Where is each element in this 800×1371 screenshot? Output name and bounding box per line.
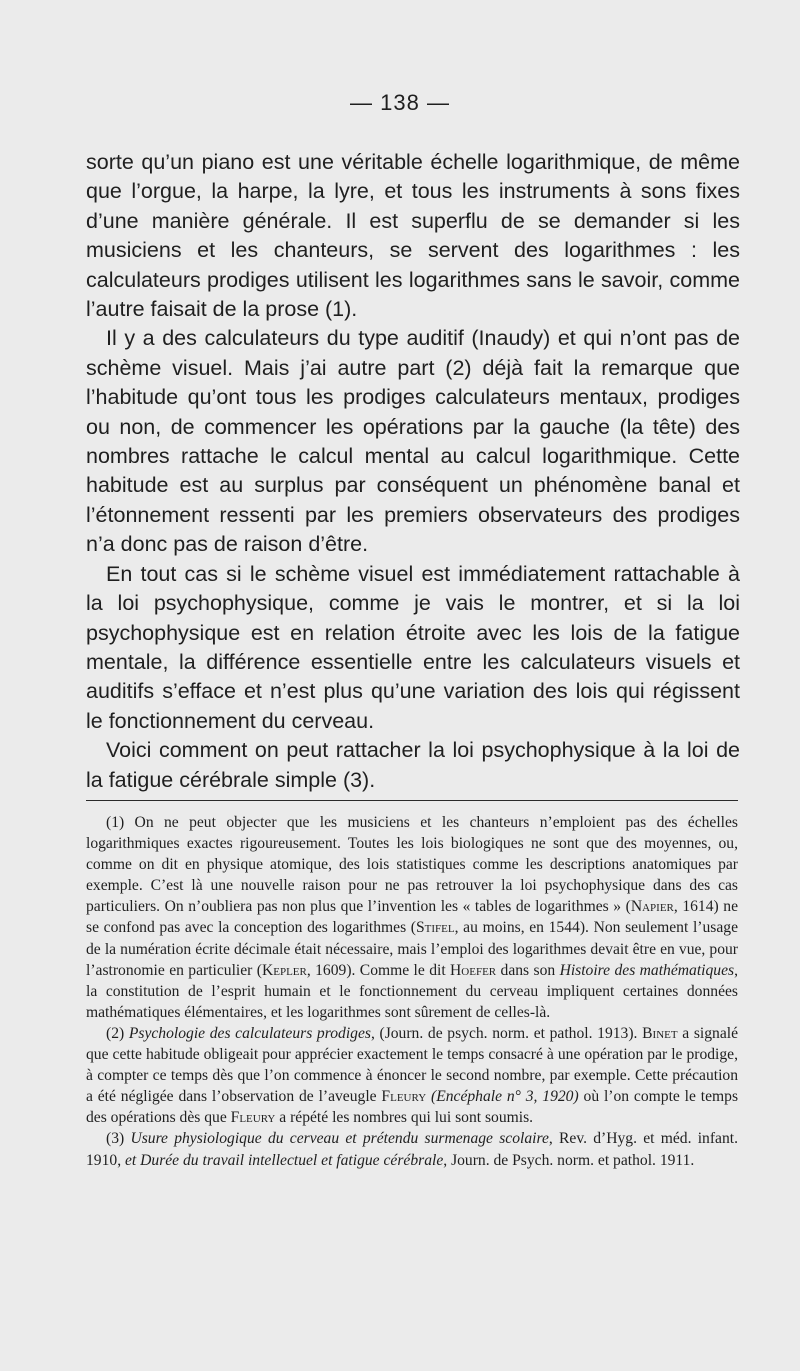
paragraph-1: sorte qu’un piano est une véritable échelle logarithmique, de même que l’orgue, la harpe, la lyre, et tous les instruments à sons fixes d’une manière générale. Il est superflu de se demander si les musiciens et les chanteurs, se servent des logarithmes : les calculateurs prodiges utilisent les logarithmes sans le savoir, comme l’autre faisait de la prose (1). [86,150,740,322]
author-name: Fleury [230,1109,276,1127]
footnote-separator [86,800,738,801]
author-name: Stifel [416,919,455,937]
main-text [86,148,740,795]
author-name: Binet [642,1024,678,1042]
footnote-text: , 1609). Comme le dit [306,961,451,979]
page-number: — 138 — [350,90,450,115]
footnote-text: a répété les nombres qui lui sont soumis. [275,1109,534,1127]
book-title: Histoire des mathématiques [559,961,735,979]
footnote-text: , Journ. de Psych. norm. et pathol. 1911. [443,1151,695,1169]
footnote-marker: (2) [106,1024,129,1042]
journal-reference: (Encéphale n° 3, 1920) [431,1088,579,1106]
footnotes [86,812,738,1171]
footnote-text: , Rev. d’Hyg. et méd. infant. 1910, [86,1130,738,1169]
author-name: Kepler [261,961,307,979]
footnote-marker: (3) [106,1130,131,1148]
author-name: Hoefer [450,961,497,979]
footnote-3 [86,1128,738,1170]
footnote-text: a signalé que cette habitude obligeait pour apprécier exactement le temps consacré à une opération par le prodige, à compter ce temps dès que l’on commence à énoncer le second nombre, par exemple. Cette précaution a été négligée dans l’observation de l’aveugle [86,1024,738,1106]
article-title: Usure physiologique du cerveau et prétendu surmenage scolaire [130,1130,549,1148]
paragraph-2: Il y a des calculateurs du type auditif (Inaudy) et qui n’ont pas de schème visuel. Mais j’ai autre part (2) déjà fait la remarque que l’habitude qu’ont tous les prodiges calculateurs mentaux, prodiges ou non, de commencer les opérations par la gauche (la tête) des nombres rattache le calcul mental au calcul logarithmique. Cette habitude est au surplus par conséquent un phénomène banal et l’étonnement ressenti par les premiers observateurs des prodiges n’a donc pas de raison d’être. [86,326,740,557]
author-name: Fleury [381,1088,427,1106]
article-title: et Durée du travail intellectuel et fatigue cérébrale [124,1151,444,1169]
article-title: Psychologie des calculateurs prodiges [128,1024,371,1042]
footnote-text: (1) On ne peut objecter que les musiciens et les chanteurs n’emploient pas des échelles logarithmiques exactes rigoureusement. Toutes les lois biologiques ne sont que des moyennes, ou, comme on dit en physique atomique, des lois statistiques comme les descriptions anatomiques par exemple. C’est là une nouvelle raison pour ne pas retrouver la loi psychophysique dans des cas particuliers. On n’oubliera pas non plus que l’invention les « tables de logarithmes » ( [86,814,738,916]
footnote-text: , au moins, en 1544). Non seulement l’usage de la numération écrite décimale était nécessaire, mais l’emploi des logarithmes devait être en vue, pour l’astronomie en particulier ( [86,919,738,979]
footnote-text: , 1614) ne se confond pas avec la conception des logarithmes ( [86,898,738,937]
author-name: Napier [630,898,674,916]
footnote-2 [86,1023,738,1128]
footnote-text: , la constitution de l’esprit humain et le fonctionnement du cerveau impliquent certaines données mathématiques élémentaires, et les logarithmes sont sûrement de celles-là. [86,961,738,1021]
footnote-text: où l’on compte le temps des opérations dès que [86,1088,739,1127]
footnote-1 [86,812,738,1023]
footnote-text: , (Journ. de psych. norm. et pathol. 1913). [370,1024,643,1042]
paragraph-3: En tout cas si le schème visuel est immédiatement rattachable à la loi psychophysique, comme je vais le montrer, et si la loi psychophysique est en relation étroite avec les lois de la fatigue mentale, la différence essentielle entre les calculateurs visuels et auditifs s’efface et n’est plus qu’une variation des lois qui régissent le fonctionnement du cerveau. [86,561,740,733]
paragraph-4: Voici comment on peut rattacher la loi psychophysique à la loi de la fatigue cérébrale simple (3). [86,738,740,792]
footnote-text: dans son [496,961,560,979]
